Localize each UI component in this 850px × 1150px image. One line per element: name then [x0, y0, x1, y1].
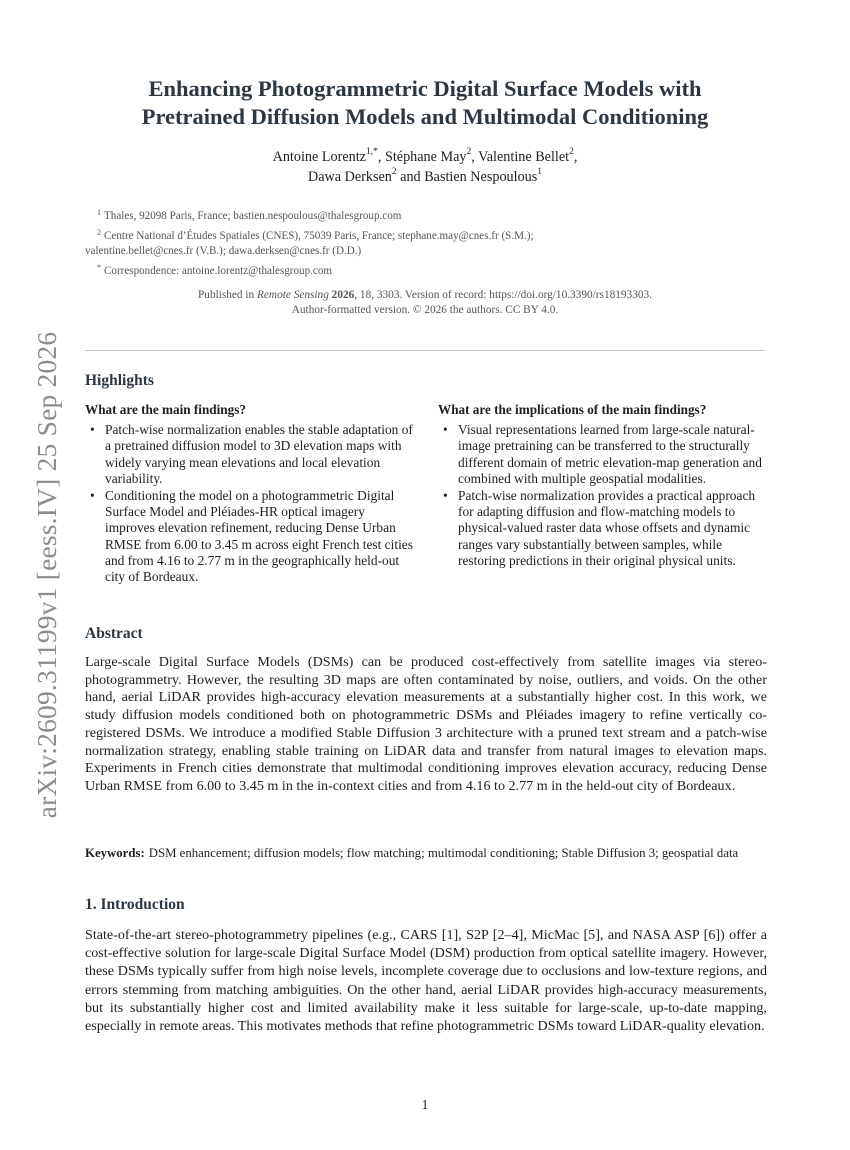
author-affiliation-mark: 2 — [391, 167, 397, 178]
arxiv-identifier: arXiv:2609.31199v1 [eess.IV] 25 Sep 2026 — [31, 331, 62, 819]
affiliation-1: $^1$ Thales, 92098 Paris, France; bastien.nespoulous@thalesgroup.com — [97, 208, 402, 222]
affiliation-2-continued: valentine.bellet@cnes.fr (V.B.); dawa.derksen@cnes.fr (D.D.) — [85, 245, 362, 258]
list-item: • Patch-wise normalization enables the stable adaptation of a pretrained diffusion model to 3D elevation maps with widely varying mean elevations and local elevation variability. — [105, 422, 415, 487]
abstract-heading: Abstract — [85, 625, 143, 642]
implications-list — [438, 422, 768, 569]
author-affiliation-mark: 2 — [466, 147, 472, 158]
highlights-findings-column — [85, 402, 415, 586]
journal-name: Remote Sensing — [257, 289, 329, 301]
author-name: Dawa Derksen — [307, 169, 392, 185]
title-line-2: Pretrained Diffusion Models and Multimodal Conditioning — [141, 104, 709, 129]
implications-subheading: What are the implications of the main findings? — [438, 402, 707, 417]
list-item: • Visual representations learned from large-scale natural-image pretraining can be transferred to the structurally different domain of metric elevation-map generation and combined with multiple geospatial modalities. — [458, 422, 768, 487]
keywords — [85, 845, 767, 861]
section-divider — [85, 350, 765, 351]
findings-list — [85, 422, 415, 585]
author-separator: , — [573, 149, 578, 165]
list-item: • Patch-wise normalization provides a practical approach for adapting diffusion and flow-matching models to physical-valued raster data whose offsets and dynamic ranges vary substantially between samples, while restoring predictions in their original physical units. — [458, 488, 768, 569]
keywords-text: DSM enhancement; diffusion models; flow matching; multimodal conditioning; Stable Diffusion 3; geospatial data — [148, 846, 739, 860]
author-affiliation-mark: 1 — [537, 167, 543, 178]
introduction-text: State-of-the-art stereo-photogrammetry pipelines (e.g., CARS [1], S2P [2–4], MicMac [5], and NASA ASP [6]) offer a cost-effective solution for large-scale Digital Surface Model (DSM) production from optical satellite imagery. However, these DSMs typically suffer from high noise levels, incomplete coverage due to occlusions and low-texture regions, and errors stemming from matching ambiguities. On the other hand, aerial LiDAR provides high-accuracy measurements, but its substantially higher cost and limited availability make it less suitable for large-scale, up-to-date mapping, especially in remote areas. This motivates methods that refine photogrammetric DSMs toward LiDAR-quality elevation. — [85, 927, 767, 1035]
correspondence: * Correspondence: antoine.lorentz@thalesgroup.com — [97, 263, 333, 278]
paper-title — [85, 75, 765, 131]
publication-note — [85, 288, 765, 318]
author-affiliation-mark: 2 — [569, 147, 574, 158]
affiliation-2: $^2$ Centre National d’Études Spatiales (CNES), 75039 Paris, France; stephane.may@cnes.fr (S.M.); — [97, 227, 534, 242]
author-affiliation-mark: 1,* — [365, 147, 378, 158]
author-line-2 — [85, 167, 765, 187]
author-line-1 — [85, 147, 765, 167]
list-item: • Conditioning the model on a photogrammetric Digital Surface Model and Pléiades-HR optical imagery improves elevation refinement, reducing Dense Urban RMSE from 6.00 to 3.45 m across eight French test cities and from 4.16 to 2.77 m in the geographically held-out city of Bordeaux. — [105, 488, 415, 585]
highlights-implications-column — [438, 402, 768, 570]
findings-subheading: What are the main findings? — [85, 402, 246, 417]
affiliations — [85, 205, 737, 280]
publication-year: 2026 — [328, 289, 355, 301]
title-line-1: Enhancing Photogrammetric Digital Surface Models with — [148, 76, 702, 101]
publication-line-1: Published in Remote Sensing 2026, 18, 3303. Version of record: https://doi.org/10.3390/rs18193303. — [198, 289, 652, 301]
author-name: , Valentine Bellet — [471, 149, 570, 165]
author-list — [85, 147, 765, 187]
abstract-text: Large-scale Digital Surface Models (DSMs) can be produced cost-effectively from satellite images via stereo-photogrammetry. However, the resulting 3D maps are often contaminated by noise, outliers, and voids. On the other hand, aerial LiDAR provides high-accuracy elevation measurements at a substantially higher cost. In this work, we study diffusion models conditioned both on photogrammetric DSMs and Pléiades imagery to refine vertically co-registered DSMs. We introduce a modified Stable Diffusion 3 architecture with a pruned text stream and a patch-wise normalization strategy, enabling stable training on LiDAR data and transfer from natural images to elevation maps. Experiments in French cities demonstrate that multimodal conditioning improves elevation accuracy, reducing Dense Urban RMSE from 6.00 to 3.45 m in the in-context cities and from 4.16 to 2.77 m in the held-out city of Bordeaux. — [85, 654, 767, 794]
introduction-heading: 1. Introduction — [85, 896, 185, 913]
author-name: Antoine Lorentz — [272, 149, 366, 165]
author-name: , Stéphane May — [377, 149, 467, 165]
author-name: and Bastien Nespoulous — [396, 169, 538, 185]
keywords-label: Keywords: — [85, 846, 145, 860]
highlights-heading: Highlights — [85, 372, 154, 389]
page-number: 1 — [421, 1097, 429, 1112]
publication-line-2: Author-formatted version. © 2026 the authors. CC BY 4.0. — [291, 304, 559, 316]
